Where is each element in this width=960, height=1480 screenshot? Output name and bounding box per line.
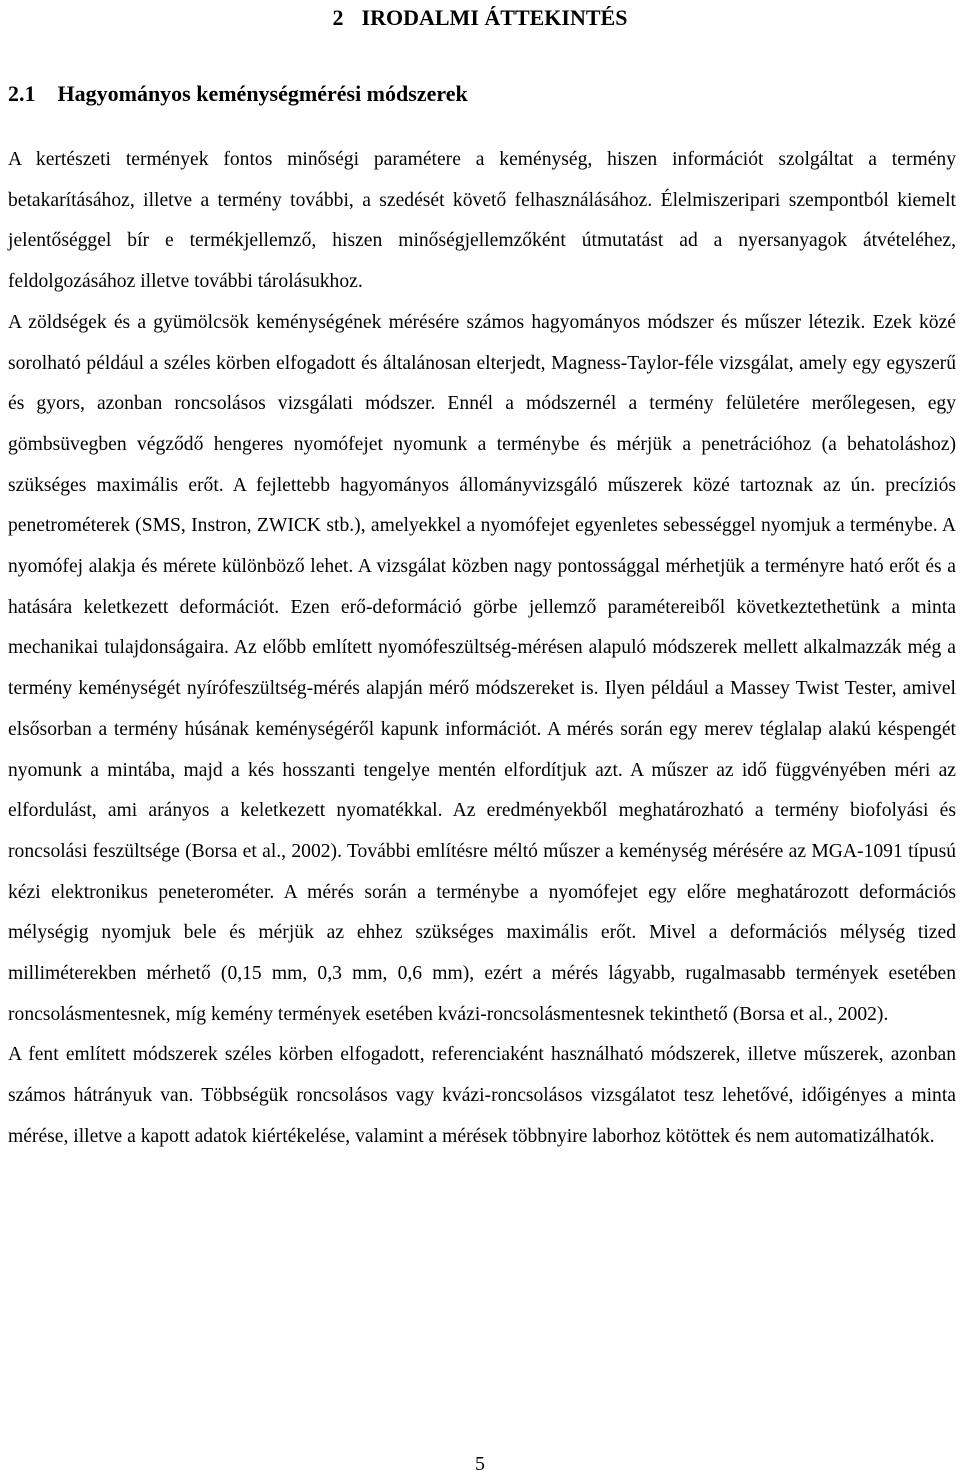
- paragraph: A zöldségek és a gyümölcsök keménységének mérésére számos hagyományos módszer és műszer létezik. Ezek közé sorolható például a széles körben elfogadott és általánosan elterjedt, Magness-Taylor-féle vizsgálat, amely egy egyszerű és gyors, azonban roncsolásos vizsgálati módszer. Ennél a módszernél a termény felületére merőlegesen, egy gömbsüvegben végződő hengeres nyomófejet nyomunk a terménybe és mérjük a penetrációhoz (a behatoláshoz) szükséges maximális erőt. A fejlettebb hagyományos állományvizsgáló műszerek közé tartoznak az ún. precíziós penetrométerek (SMS, Instron, ZWICK stb.), amelyekkel a nyomófejet egyenletes sebességgel nyomjuk a terménybe. A nyomófej alakja és mérete különböző lehet. A vizsgálat közben nagy pontossággal mérhetjük a terményre ható erőt és a hatására keletkezett deformációt. Ezen erő-deformáció görbe jellemző paramétereiből következtethetünk a minta mechanikai tulajdonságaira. Az előbb említett nyomófeszültség-mérésen alapuló módszerek mellett alkalmazzák még a termény keménységét nyírófeszültség-mérés alapján mérő módszereket is. Ilyen például a Massey Twist Tester, amivel elsősorban a termény húsának keménységéről kapunk információt. A mérés során egy merev téglalap alakú késpengét nyomunk a mintába, majd a kés hosszanti tengelye mentén elfordítjuk azt. A műszer az idő függvényében méri az elfordulást, ami arányos a keletkezett nyomatékkal. Az eredményekből meghatározható a termény biofolyási és roncsolási feszültsége (Borsa et al., 2002). További említésre méltó műszer a keménység mérésére az MGA-1091 típusú kézi elektronikus peneterométer. A mérés során a terménybe a nyomófejet egy előre meghatározott deformációs mélységig nyomjuk bele és mérjük az ehhez szükséges maximális erőt. Mivel a deformációs mélység tized milliméterekben mérhető (0,15 mm, 0,3 mm, 0,6 mm), ezért a mérés lágyabb, rugalmasabb termények esetében roncsolásmentesnek, míg kemény termények esetében kvázi-roncsolásmentesnek tekinthető (Borsa et al., 2002).: [8, 311, 956, 1025]
- chapter-title: IRODALMI ÁTTEKINTÉS: [361, 5, 628, 30]
- body-text: [8, 140, 956, 1158]
- chapter-heading: [0, 2, 960, 34]
- paragraph: A kertészeti termények fontos minőségi paramétere a keménység, hiszen információt szolgáltat a termény betakarításához, illetve a termény további, a szedését követő felhasználásához. Élelmiszeripari szempontból kiemelt jelentőséggel bír e termékjellemző, hiszen minőségjellemzőként útmutatást ad a nyersanyagok átvételéhez, feldolgozásához illetve további tárolásukhoz.: [8, 149, 956, 293]
- paragraph: A fent említett módszerek széles körben elfogadott, referenciaként használható módszerek, illetve műszerek, azonban számos hátrányuk van. Többségük roncsolásos vagy kvázi-roncsolásos vizsgálatot tesz lehetővé, időigényes a minta mérése, illetve a kapott adatok kiértékelése, valamint a mérések többnyire laborhoz kötöttek és nem automatizálhatók.: [8, 1044, 956, 1147]
- section-heading: [8, 78, 468, 110]
- section-title: Hagyományos keménységmérési módszerek: [57, 81, 468, 106]
- page-number: 5: [475, 1453, 485, 1475]
- section-number: 2.1: [8, 81, 36, 106]
- chapter-number: 2: [332, 5, 344, 30]
